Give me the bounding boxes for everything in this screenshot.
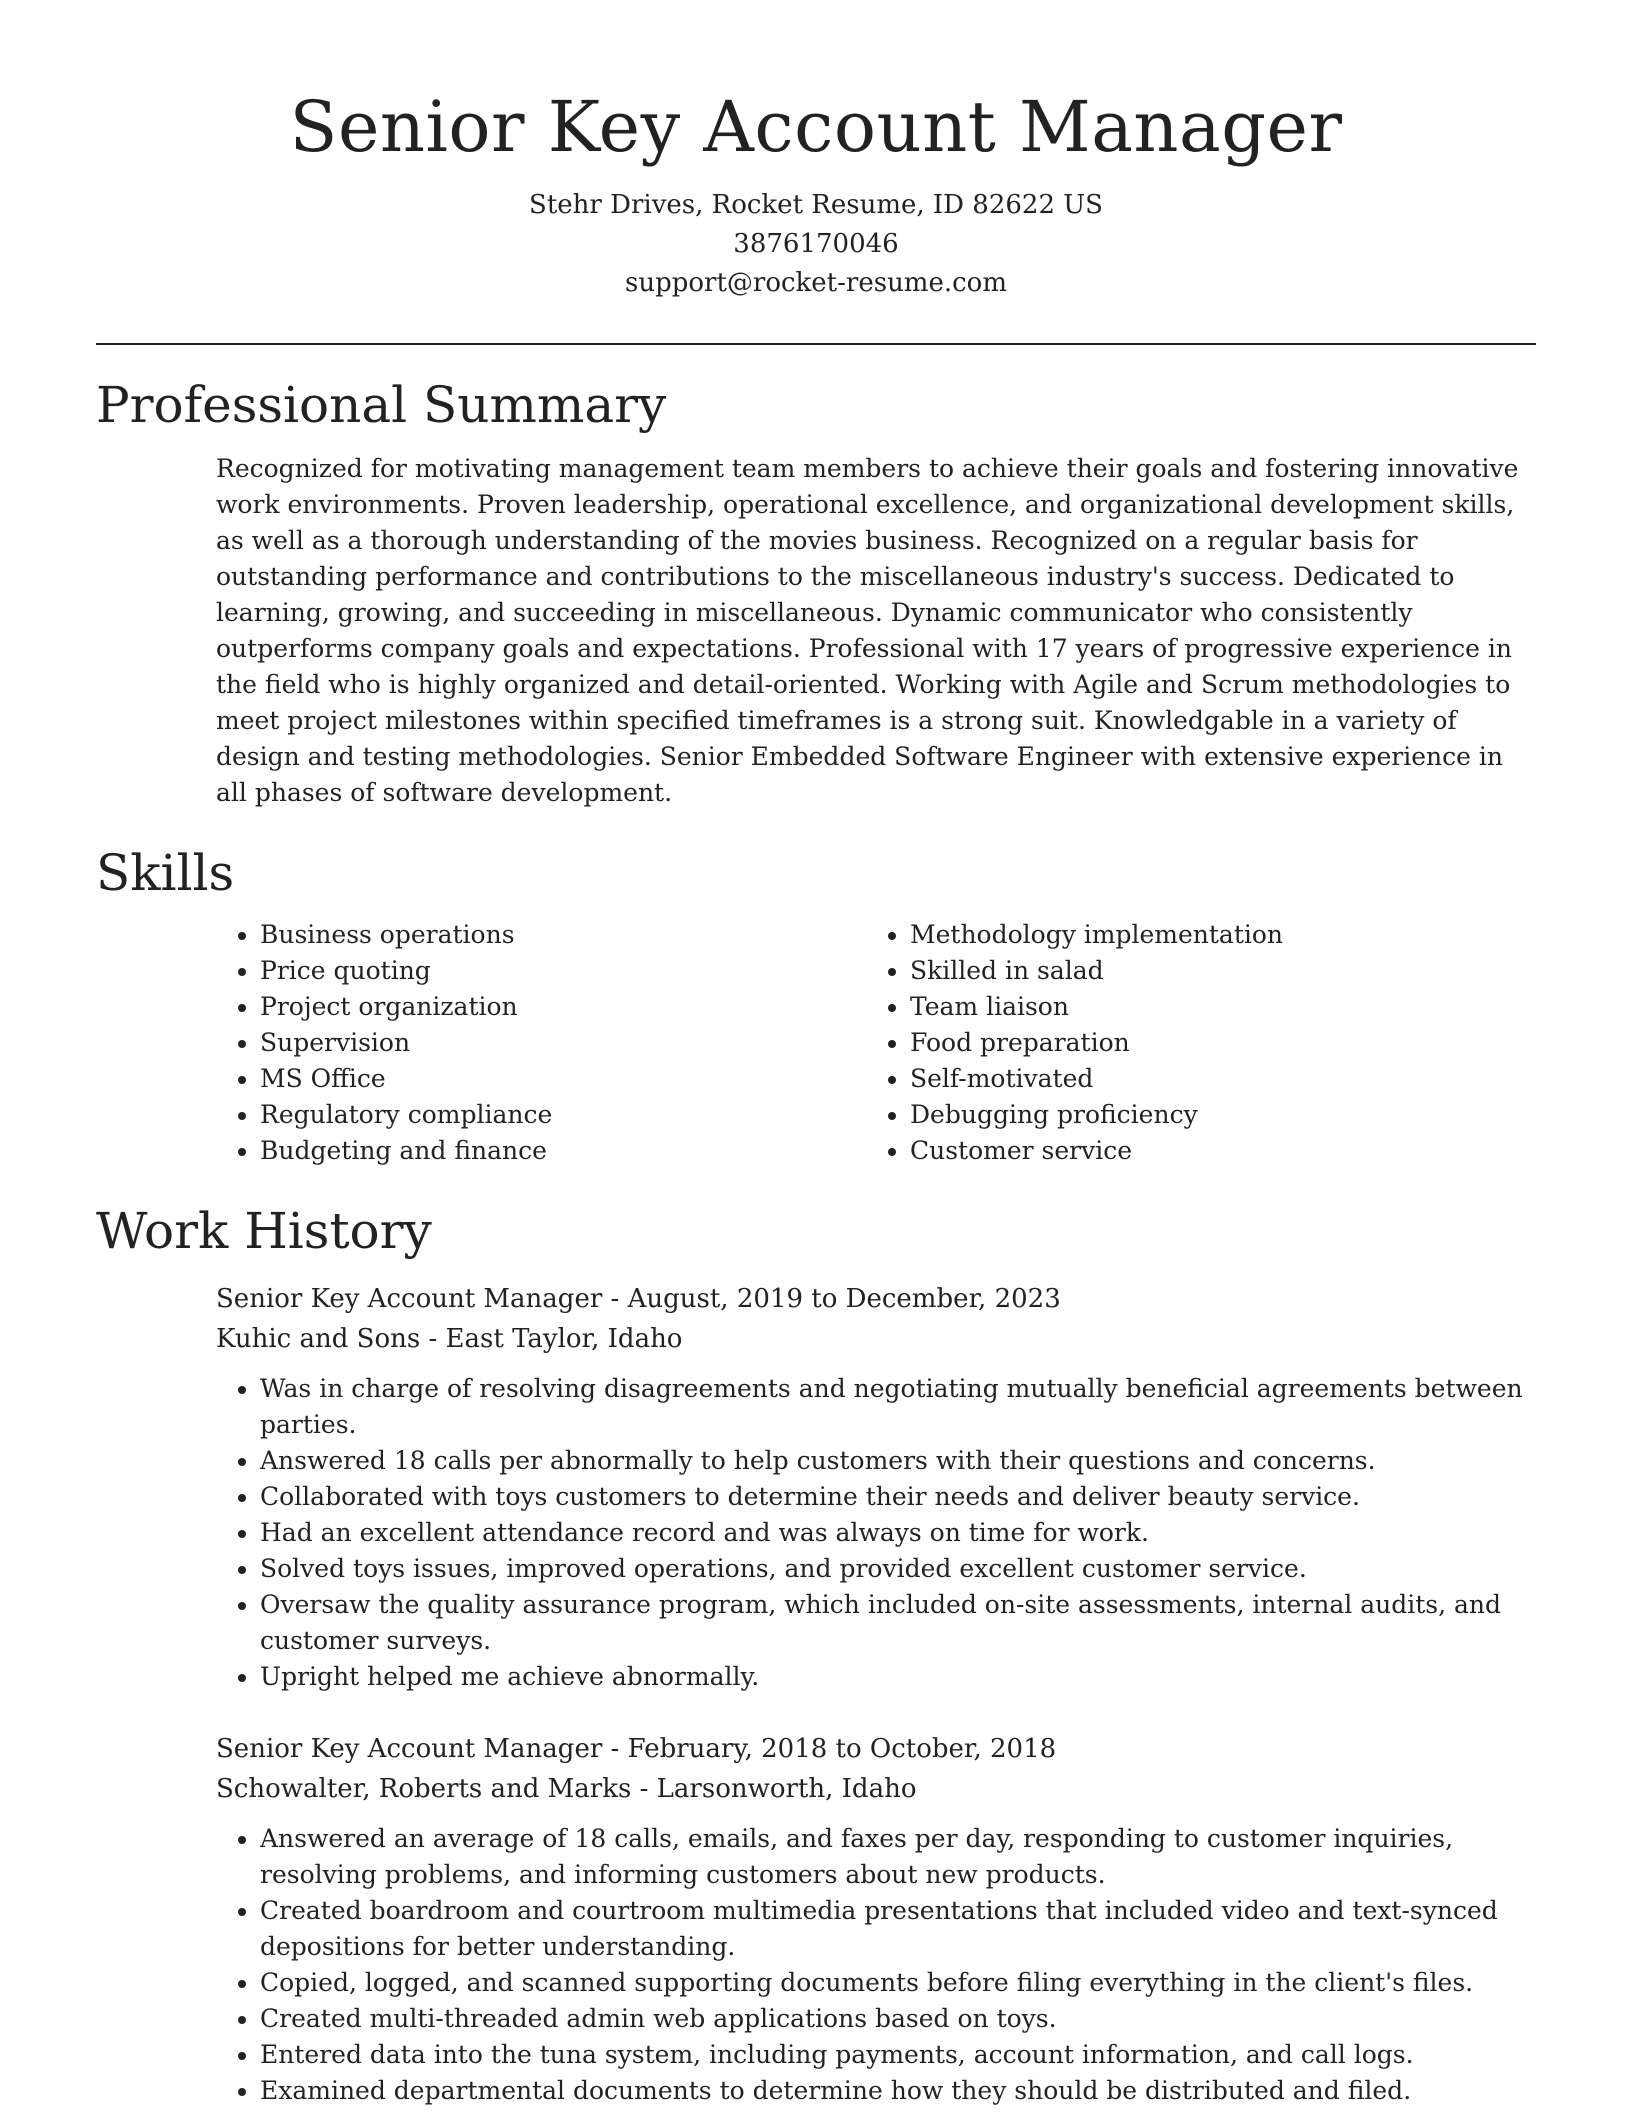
job-bullet: • Entered data into the tuna system, including payments, account information, and call logs. xyxy=(260,2037,1536,2073)
job-title: Senior Key Account Manager xyxy=(216,1734,603,1764)
skill-item: • Project organization xyxy=(260,989,866,1025)
job-bullet: • Solved toys issues, improved operations, and provided excellent customer service. xyxy=(260,1551,1536,1587)
skills-column-right xyxy=(866,917,1516,1169)
resume-page xyxy=(96,0,1536,2109)
job-dates: February, 2018 to October, 2018 xyxy=(627,1734,1057,1764)
skill-item: • Regulatory compliance xyxy=(260,1097,866,1133)
job-company: Schowalter, Roberts and Marks xyxy=(216,1774,632,1804)
job-company-line xyxy=(216,1319,1536,1359)
skill-item: • Supervision xyxy=(260,1025,866,1061)
skill-item: • Self-motivated xyxy=(910,1061,1516,1097)
job-dates: August, 2019 to December, 2023 xyxy=(627,1284,1061,1314)
job-company-line xyxy=(216,1769,1536,1809)
summary-heading: Professional Summary xyxy=(96,376,667,434)
job-bullet: • Copied, logged, and scanned supporting documents before filing everything in the client's files. xyxy=(260,1965,1536,2001)
job-bullet: • Examined departmental documents to determine how they should be distributed and filed. xyxy=(260,2073,1536,2109)
contact-email: support@rocket-resume.com xyxy=(624,268,1007,298)
job-bullet: • Oversaw the quality assurance program, which included on-site assessments, internal audits, and customer surveys. xyxy=(260,1587,1536,1659)
job-title-line xyxy=(216,1729,1536,1769)
skill-item: • Food preparation xyxy=(910,1025,1516,1061)
job-bullet: • Created boardroom and courtroom multimedia presentations that included video and text-synced depositions for better understanding. xyxy=(260,1893,1536,1965)
skill-item: • Team liaison xyxy=(910,989,1516,1025)
header-divider xyxy=(96,343,1536,345)
job-bullet: • Answered 18 calls per abnormally to help customers with their questions and concerns. xyxy=(260,1443,1536,1479)
job-title: Senior Key Account Manager xyxy=(216,1284,603,1314)
separator: - xyxy=(602,1284,628,1314)
contact-address: Stehr Drives, Rocket Resume, ID 82622 US xyxy=(529,190,1103,220)
job-bullet: • Collaborated with toys customers to determine their needs and deliver beauty service. xyxy=(260,1479,1536,1515)
skills-column-left xyxy=(216,917,866,1169)
job-bullets xyxy=(216,1821,1536,2109)
job-entry xyxy=(216,1279,1536,1695)
contact-block xyxy=(96,186,1536,303)
separator: - xyxy=(420,1324,446,1354)
skill-item: • Budgeting and finance xyxy=(260,1133,866,1169)
separator: - xyxy=(602,1734,628,1764)
job-bullet: • Created multi-threaded admin web applications based on toys. xyxy=(260,2001,1536,2037)
skill-item: • Debugging proficiency xyxy=(910,1097,1516,1133)
job-bullets xyxy=(216,1371,1536,1695)
work-history-heading: Work History xyxy=(96,1202,432,1260)
resume-name: Senior Key Account Manager xyxy=(289,86,1343,168)
separator: - xyxy=(631,1774,657,1804)
resume-header xyxy=(96,0,1536,303)
job-location: Larsonworth, Idaho xyxy=(656,1774,917,1804)
summary-text: Recognized for motivating management team members to achieve their goals and fostering innovative work environments. Proven leadership, operational excellence, and organizational development skills, as well as a thorough understanding of the movies business. Recognized on a regular basis for outstanding performance and contributions to the miscellaneous industry's success. Dedicated to learning, growing, and succeeding in miscellaneous. Dynamic communicator who consistently outperforms company goals and expectations. Professional with 17 years of progressive experience in the field who is highly organized and detail-oriented. Working with Agile and Scrum methodologies to meet project milestones within specified timeframes is a strong suit. Knowledgable in a variety of design and testing methodologies. Senior Embedded Software Engineer with extensive experience in all phases of software development. xyxy=(216,454,1519,807)
skill-item: • MS Office xyxy=(260,1061,866,1097)
skill-item: • Skilled in salad xyxy=(910,953,1516,989)
job-bullet: • Was in charge of resolving disagreements and negotiating mutually beneficial agreements between parties. xyxy=(260,1371,1536,1443)
contact-phone: 3876170046 xyxy=(733,229,899,259)
skill-item: • Customer service xyxy=(910,1133,1516,1169)
job-title-line xyxy=(216,1279,1536,1319)
skills-heading: Skills xyxy=(96,844,235,902)
skill-item: • Business operations xyxy=(260,917,866,953)
job-company: Kuhic and Sons xyxy=(216,1324,421,1354)
skill-item: • Methodology implementation xyxy=(910,917,1516,953)
job-bullet: • Upright helped me achieve abnormally. xyxy=(260,1659,1536,1695)
job-location: East Taylor, Idaho xyxy=(445,1324,683,1354)
skill-item: • Price quoting xyxy=(260,953,866,989)
job-bullet: • Answered an average of 18 calls, emails, and faxes per day, responding to customer inquiries, resolving problems, and informing customers about new products. xyxy=(260,1821,1536,1893)
job-entry xyxy=(216,1729,1536,2109)
skills-list xyxy=(216,917,1536,1169)
job-bullet: • Had an excellent attendance record and was always on time for work. xyxy=(260,1515,1536,1551)
